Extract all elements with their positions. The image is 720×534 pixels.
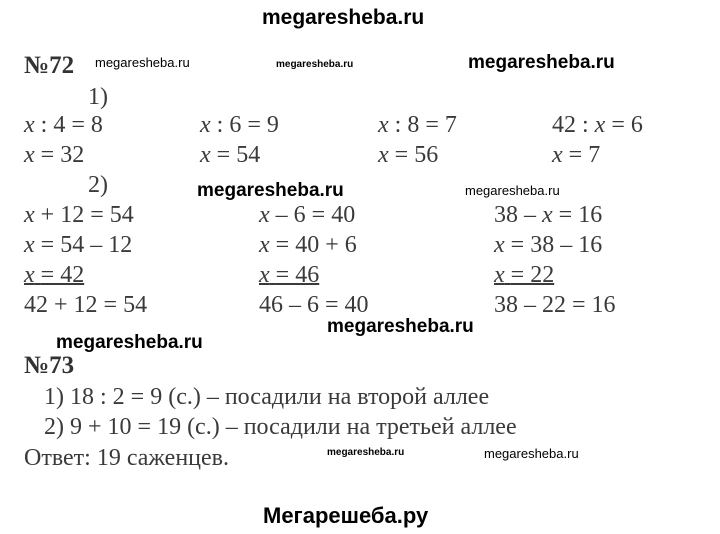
solution: x = 42 [24,262,85,288]
equation: x – 6 = 40 [259,202,356,228]
watermark: megaresheba.ru [197,180,344,201]
check: 42 + 12 = 54 [24,292,148,318]
solution-step-2: 2) 9 + 10 = 19 (с.) – посадили на третьей аллее [44,414,517,440]
part-1-label: 1) [88,84,108,110]
watermark-footer: Мегарешеба.ру [263,503,429,528]
equation: 38 – x = 16 [494,202,603,228]
solution: x = 56 [378,142,439,168]
watermark: megaresheba.ru [56,332,203,353]
equation: 42 : x = 6 [552,112,643,138]
solution: x = 32 [24,142,85,168]
answer: Ответ: 19 саженцев. [24,445,230,471]
watermark: megaresheba.ru [327,447,405,458]
watermark: megaresheba.ru [95,55,190,70]
watermark: megaresheba.ru [276,59,354,70]
watermark: megaresheba.ru [484,446,579,461]
equation-step: x = 54 – 12 [24,232,133,258]
watermark-top: megaresheba.ru [262,6,425,29]
part-2-label: 2) [88,172,108,198]
equation: x : 8 = 7 [378,112,457,138]
solution: x = 54 [200,142,261,168]
watermark: megaresheba.ru [327,316,474,337]
check: 38 – 22 = 16 [494,292,616,318]
solution: x = 22 [494,262,555,288]
equation: x + 12 = 54 [24,202,134,228]
equation: x : 4 = 8 [24,112,103,138]
equation-step: x = 38 – 16 [494,232,603,258]
solution-step-1: 1) 18 : 2 = 9 (с.) – посадили на второй аллее [44,384,490,410]
solution: x = 7 [552,142,601,168]
solution: x = 46 [259,262,320,288]
task-73-number: №73 [24,352,75,379]
equation-step: x = 40 + 6 [259,232,357,258]
equation: x : 6 = 9 [200,112,279,138]
watermark: megaresheba.ru [468,52,615,73]
check: 46 – 6 = 40 [259,292,369,318]
task-72-number: №72 [24,52,75,79]
watermark: megaresheba.ru [465,183,560,198]
